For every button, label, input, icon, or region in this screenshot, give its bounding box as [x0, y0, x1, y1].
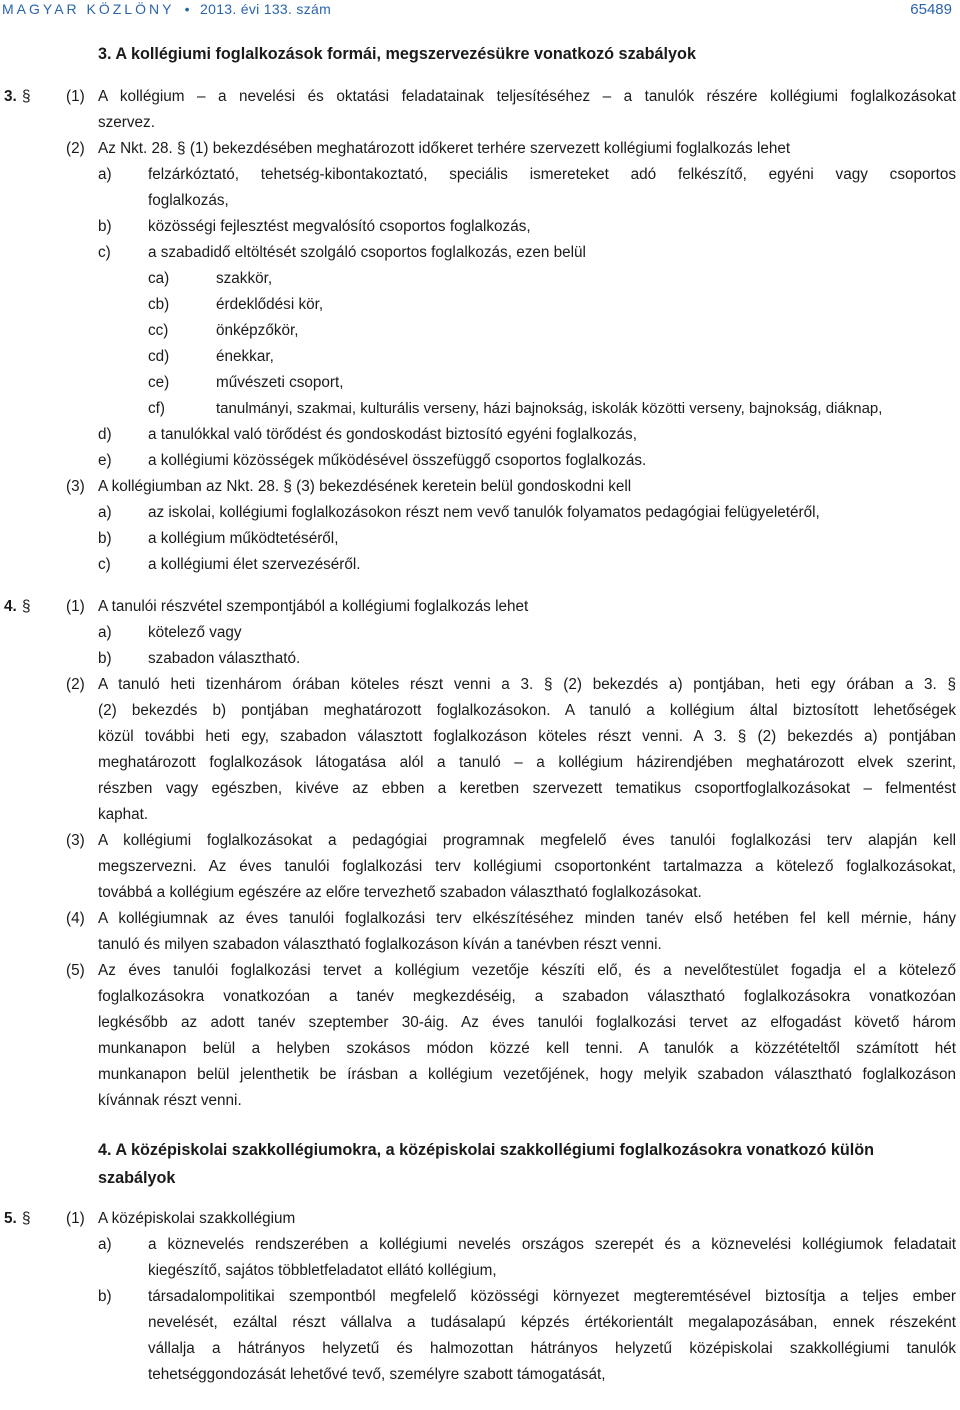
- publication-name: MAGYAR KÖZLÖNY: [2, 1, 175, 17]
- paragraph-label: (2): [66, 140, 85, 157]
- para-3-1-cont: szervez.: [98, 114, 155, 131]
- paragraph-text: A kollégiumban az Nkt. 28. § (3) bekezdésének keretein belül gondoskodni kell: [98, 478, 632, 495]
- item-5a: a) a köznevelés rendszerében a kollégiumi nevelés országos szerepét és a köznevelési kollégiumok feladatait: [98, 1236, 956, 1253]
- paragraph-text: A kollégium – a nevelési és oktatási feladatainak teljesítéséhez – a tanulók részére kollégiumi foglalkozásokat: [98, 88, 956, 105]
- item-cb: cb) érdeklődési kör,: [148, 296, 324, 313]
- section-sign: §: [22, 88, 31, 105]
- section-4-title: 4. A középiskolai szakkollégiumokra, a középiskolai szakkollégiumi foglalkozásokra vonatkozó külön: [98, 1141, 875, 1159]
- para-4-5-line: munkanapon belül jelenthetik be írásban a kollégium vezetőjének, hogy melyik szabadon választható foglalkozáson: [98, 1066, 956, 1083]
- section-4-title-cont: szabályok: [98, 1169, 176, 1187]
- para-4-5: (5) Az éves tanulói foglalkozási tervet a kollégium vezetője készíti elő, és a nevelőtestület fogadja el a kötelező: [0, 958, 960, 984]
- item-5b-line: vállalja a hátrányos helyzetű és halmozottan hátrányos helyzetű középiskolai szakkollégiumi tanulók: [148, 1340, 956, 1357]
- paragraph-text: A középiskolai szakkollégium: [98, 1210, 296, 1227]
- issue-label: 2013. évi 133. szám: [200, 1, 332, 17]
- para-4-5-line: munkanapon belül a helyben szokásos módon közzé kell tenni. A tanulók a közzétételtől számított hét: [98, 1040, 956, 1057]
- section-3-title: 3. A kollégiumi foglalkozások formái, megszervezésükre vonatkozó szabályok: [98, 45, 696, 63]
- item-5a-line: kiegészítő, sajátos többletfeladatot ellátó kollégium,: [148, 1262, 497, 1279]
- para-4-4-line: tanuló és milyen szabadon választható foglalkozáson kíván a tanévben részt venni.: [98, 936, 662, 953]
- para-4-3-line: megszervezni. Az éves tanulói foglalkozási terv kollégiumi csoportonként tartalmazza a kötelező foglalkozásokat,: [98, 858, 956, 875]
- paragraph-label: (1): [66, 88, 85, 105]
- para-4-2-line: közül további heti egy, szabadon választott foglalkozáson köteles részt venni. A 3. § (2) bekezdés a) pontjában: [98, 728, 956, 745]
- para-4-3: (3) A kollégiumi foglalkozásokat a pedagógiai programnak megfelelő éves tanulói foglalkozási terv alapján kell: [0, 828, 960, 854]
- document-body: [0, 40, 960, 1388]
- item-4a: a) kötelező vagy: [98, 624, 242, 641]
- header-bullet: •: [184, 1, 190, 17]
- item-3c: c) a kollégiumi élet szervezéséről.: [98, 556, 361, 573]
- para-5-1: [0, 1206, 960, 1232]
- para-4-2: (2) A tanuló heti tizenhárom órában köteles részt venni a 3. § (2) bekezdés a) pontjában, heti egy órában a 3. §: [0, 672, 960, 698]
- item-b: b) közösségi fejlesztést megvalósító csoportos foglalkozás,: [98, 218, 531, 235]
- para-4-2-line: (2) bekezdés b) pontjában meghatározott foglalkozásokon. A tanuló a kollégium által biztosított lehetőségek: [98, 702, 956, 719]
- paragraph-label: (3): [66, 832, 85, 849]
- item-5b: b) társadalompolitikai szempontból megfelelő közösségi környezet megteremtésével biztosítja a teljes ember: [98, 1288, 956, 1305]
- header-left: [2, 1, 331, 17]
- para-4-1: [0, 594, 960, 620]
- section-number: 4.: [4, 598, 17, 615]
- para-4-5-line: kívánnak részt venni.: [98, 1092, 242, 1109]
- para-4-2-line: kaphat.: [98, 806, 149, 823]
- paragraph-label: (4): [66, 910, 85, 927]
- item-ca: ca) szakkör,: [148, 270, 273, 287]
- item-5b-line: tehetséggondozását lehetővé tevő, személyre szabott támogatását,: [148, 1366, 606, 1383]
- item-d: d) a tanulókkal való törődést és gondoskodást biztosító egyéni foglalkozás,: [98, 426, 637, 443]
- item-ce: ce) művészeti csoport,: [148, 374, 344, 391]
- page-header: [0, 0, 960, 22]
- page-number: 65489: [910, 1, 952, 18]
- paragraph-text: Az Nkt. 28. § (1) bekezdésében meghatározott időkeret terhére szervezett kollégiumi foglalkozás lehet: [98, 140, 791, 157]
- paragraph-label: (1): [66, 1210, 85, 1227]
- para-4-2-line: részben vagy egészben, kivéve az ebben a keretben szervezett tematikus csoportfoglalkozásokat – felmentést: [98, 780, 956, 797]
- paragraph-label: (3): [66, 478, 85, 495]
- paragraph-label: (1): [66, 598, 85, 615]
- section-number: 5.: [4, 1210, 17, 1227]
- item-cd: cd) énekkar,: [148, 348, 274, 365]
- para-3-1: [0, 84, 960, 110]
- item-c: c) a szabadidő eltöltését szolgáló csoportos foglalkozás, ezen belül: [98, 244, 586, 261]
- item-5b-line: nevelését, ezáltal részt vállalva a tudásalapú képzés értékorientált megalapozásában, ennek részeként: [148, 1314, 956, 1331]
- section-sign: §: [22, 1210, 31, 1227]
- paragraph-label: (5): [66, 962, 85, 979]
- item-a-cont: foglalkozás,: [148, 192, 229, 209]
- para-4-2-line: meghatározott foglalkozások látogatása alól a tanuló – a kollégium házirendjében meghatározott elvek szerint,: [98, 754, 956, 771]
- para-3-2: [0, 136, 960, 162]
- para-4-4: (4) A kollégiumnak az éves tanulói foglalkozási terv elkészítéséhez minden tanév első hetében fel kell mérnie, hány: [0, 906, 960, 932]
- item-e: e) a kollégiumi közösségek működésével összefüggő csoportos foglalkozás.: [98, 452, 647, 469]
- item-cf: cf) tanulmányi, szakmai, kulturális verseny, házi bajnokság, iskolák közötti verseny, bajnokság, diáknap,: [148, 400, 883, 417]
- para-3-3: [0, 474, 960, 500]
- para-4-5-line: foglalkozásokra vonatkozóan a tanév megkezdéséig, a szabadon választható foglalkozásokra vonatkozóan: [98, 988, 956, 1005]
- item-3b: b) a kollégium működtetéséről,: [98, 530, 339, 547]
- item-3a: a) az iskolai, kollégiumi foglalkozásokon részt nem vevő tanulók folyamatos pedagógiai felügyeletéről,: [98, 504, 820, 521]
- paragraph-label: (2): [66, 676, 85, 693]
- item-cc: cc) önképzőkör,: [148, 322, 299, 339]
- item-a: a) felzárkóztató, tehetség-kibontakoztató, speciális ismereteket adó felkészítő, egyéni vagy csoportos: [98, 166, 956, 183]
- paragraph-text: A tanulói részvétel szempontjából a kollégiumi foglalkozás lehet: [98, 598, 529, 615]
- section-number: 3.: [4, 88, 17, 105]
- item-4b: b) szabadon választható.: [98, 650, 301, 667]
- para-4-5-line: legkésőbb az adott tanév szeptember 30-áig. Az éves tanulói foglalkozási tervet az elfogadást követő három: [98, 1014, 956, 1031]
- para-4-3-line: továbbá a kollégium egészére az előre tervezhető szabadon választható foglalkozásokat.: [98, 884, 702, 901]
- section-sign: §: [22, 598, 31, 615]
